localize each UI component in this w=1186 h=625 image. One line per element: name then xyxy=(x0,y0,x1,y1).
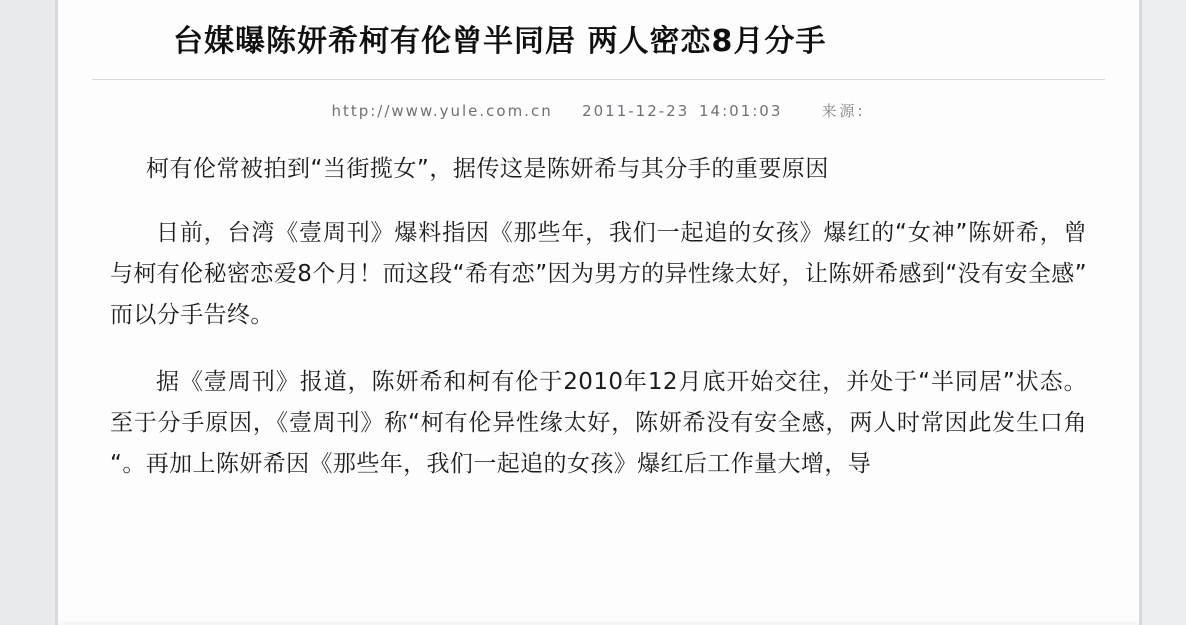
meta-datetime: 2011-12-23 14:01:03 xyxy=(582,101,783,120)
page-bottom-fade xyxy=(58,619,1139,625)
page-right-margin-edge xyxy=(1139,0,1142,625)
meta-url: http://www.yule.com.cn xyxy=(331,101,553,120)
article-meta xyxy=(58,80,1139,121)
page-left-margin xyxy=(0,0,55,625)
meta-source-label: 来源: xyxy=(821,101,866,120)
article-body xyxy=(58,121,1139,485)
article-paragraph: 据《壹周刊》报道，陈妍希和柯有伦于2010年12月底开始交往，并处于“半同居”状态。至于分手原因，《壹周刊》称“柯有伦异性缘太好，陈妍希没有安全感，两人时常因此发生口角“。再加上陈妍希因《那些年，我们一起追的女孩》爆红后工作量大增，导 xyxy=(110,369,1087,477)
article-paragraph: 日前，台湾《壹周刊》爆料指因《那些年，我们一起追的女孩》爆红的“女神”陈妍希，曾与柯有伦秘密恋爱8个月！而这段“希有恋”因为男方的异性缘太好，让陈妍希感到“没有安全感”而以分手告终。 xyxy=(110,220,1087,329)
article-content xyxy=(58,0,1139,625)
page-right-margin xyxy=(1142,0,1186,625)
page-title: 台媒曝陈妍希柯有伦曾半同居 两人密恋8月分手 xyxy=(173,24,827,59)
article-lead: 柯有伦常被拍到“当街揽女”，据传这是陈妍希与其分手的重要原因 xyxy=(146,155,829,182)
